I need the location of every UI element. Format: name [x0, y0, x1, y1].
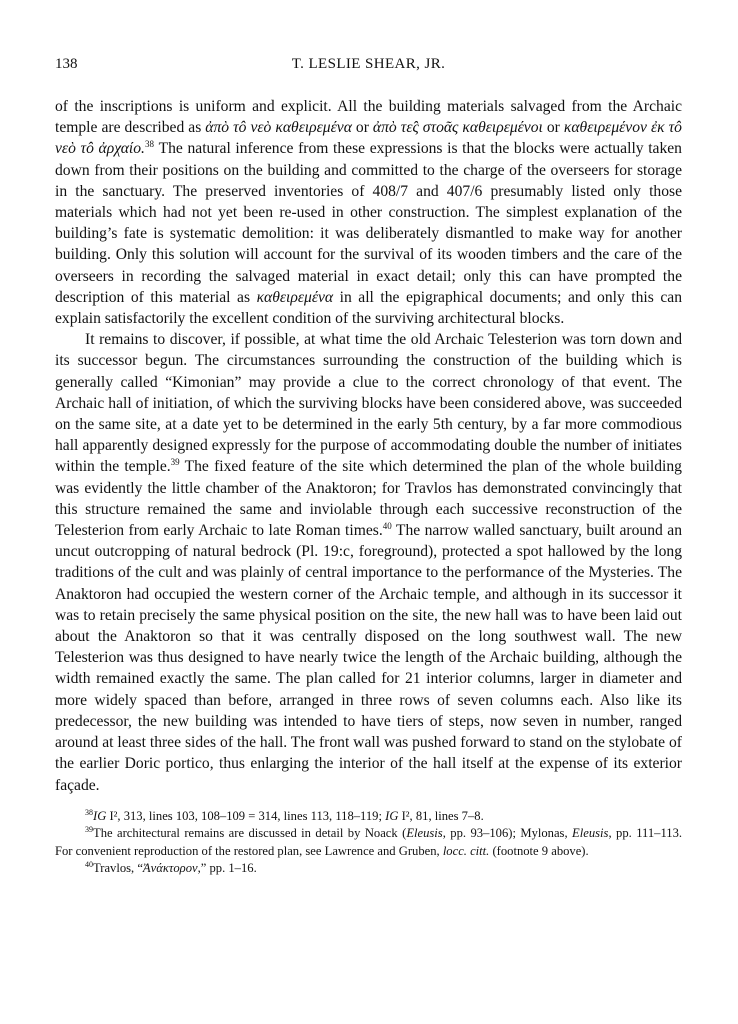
- paragraph: [55, 96, 682, 329]
- text-run: in all the epigraphical documents; and only this can explain satisfactorily the excellent condition of the surviving architectural blocks.: [55, 288, 683, 328]
- text-run: or: [351, 119, 373, 137]
- text-run: The narrow walled sanctuary, built around an uncut outcropping of natural bedrock (Pl. 19:c, foreground), protected a spot hallowed by the long traditions of the cult and was plainly of central importance to the performance of the Mysteries. The Anaktoron had occupied the western corner of the Archaic temple, and although in its successor it was to retain precisely the same physical position on the site, the new hall was to have been laid out about the Anaktoron so that it was centrally disposed on the long southwest wall. The new Telesterion was thus designed to have nearly twice the length of the Archaic building, although the width remained exactly the same. The plan called for 21 interior columns, larger in diameter and more widely spaced than before, arranged in three rows of seven columns each. Also like its predecessor, the new building was intended to have tiers of steps, now seven in number, ranged around at least three sides of the hall. The front wall was pushed forward to stand on the stylobate of the earlier Doric portico, thus enlarging the interior of the hall itself at the expense of its exterior façade.: [55, 522, 682, 794]
- footnote-ref: 40: [382, 521, 392, 532]
- greek-phrase: ἀπὸ τε̂ς στοᾶς καθειρεμένοι: [372, 119, 543, 137]
- footnote-number: 39: [85, 825, 93, 835]
- footnote-number: 40: [85, 860, 93, 870]
- greek-phrase: καθειρεμένα: [256, 288, 334, 306]
- italic-text: locc. citt.: [442, 843, 490, 858]
- footnote-40: [55, 860, 682, 878]
- text-run: of the inscriptions is uniform and explicit. All the building materials salvaged from the Archaic temple are described as: [55, 98, 682, 137]
- paragraph: [55, 329, 682, 795]
- text-run: I², 81, lines 7–8.: [398, 808, 484, 823]
- text-run: , pp. 111–113. For convenient reproduction of the restored plan, see Lawrence and Gruben,: [55, 826, 683, 858]
- greek-phrase: ἀπὸ τô νεὸ καθειρεμένα: [205, 119, 352, 137]
- text-run: The natural inference from these expressions is that the blocks were actually taken down from their positions on the building and committed to the charge of the overseers for storage in the sanctuary. The preserved inventories of 408/7 and 407/6 presumably listed only those materials which had not yet been re-used in other construction. The simplest explanation of the building’s fate is systematic demolition: it was deliberately dismantled to make way for another building. Only this solution will account for the survival of its wooden timbers and the care of the overseers in recording the salvaged material in exact detail; only this can have prompted the description of this material as: [55, 140, 682, 306]
- page-number: 138: [55, 56, 78, 72]
- text-run: , pp. 93–106); Mylonas,: [442, 826, 573, 841]
- italic-text: Ἀνάκτορον: [142, 861, 198, 876]
- footnote-39: [55, 825, 682, 860]
- footnote-38: [55, 808, 682, 826]
- footnote-number: 38: [85, 807, 93, 817]
- running-head: T. LESLIE SHEAR, JR.: [291, 56, 446, 72]
- footnote-ref: 39: [170, 457, 180, 468]
- text-run: Travlos, “: [93, 861, 143, 876]
- footnotes: [55, 808, 682, 878]
- body-text: [55, 96, 682, 796]
- text-run: (footnote 9 above).: [489, 843, 589, 858]
- text-run: It remains to discover, if possible, at what time the old Archaic Telesterion was torn down and its successor begun. The circumstances surrounding the construction of the building which is generally called “Kimonian” may provide a clue to the correct chronology of that event. The Archaic hall of initiation, of which the surviving blocks have been considered above, was succeeded on the same site, at a date yet to be determined in the early 5th century, by a far more commodious hall apparently designed expressly for the purpose of accommodating double the number of initiates within the temple.: [55, 331, 682, 476]
- text-run: I², 313, lines 103, 108–109 = 314, lines 113, 118–119;: [106, 808, 386, 823]
- italic-text: Eleusis: [572, 826, 609, 841]
- greek-phrase: καθειρεμένον ἐκ τô νεὸ τô ἀρχαίο.: [55, 119, 682, 158]
- italic-text: Eleusis: [406, 826, 443, 841]
- text-run: or: [542, 119, 564, 137]
- page: [55, 56, 682, 878]
- footnote-ref: 38: [144, 139, 154, 150]
- text-run: ,” pp. 1–16.: [197, 861, 257, 876]
- text-run: The fixed feature of the site which determined the plan of the whole building was evidently the little chamber of the Anaktoron; for Travlos has demonstrated convincingly that this structure remained the same and inviolable through each successive reconstruction of the Telesterion from early Archaic to late Roman times.: [55, 458, 682, 540]
- text-run: The architectural remains are discussed in detail by Noack (: [93, 826, 407, 841]
- page-header: [55, 56, 682, 80]
- italic-text: IG: [93, 808, 107, 823]
- italic-text: IG: [385, 808, 399, 823]
